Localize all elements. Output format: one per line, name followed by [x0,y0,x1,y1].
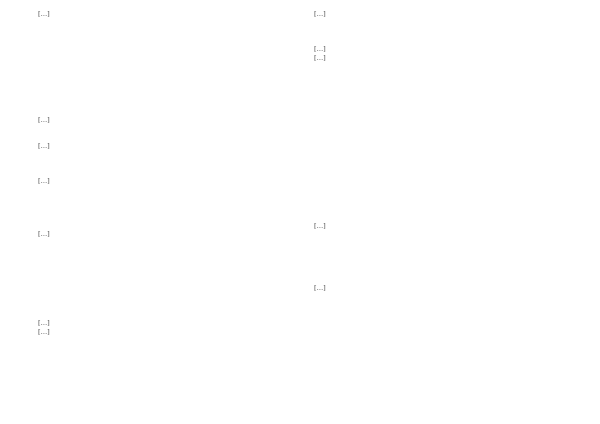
paragraph: […] [38,116,50,124]
paragraph: […] [314,54,326,62]
paragraph: […] [314,284,326,292]
paragraph: […] [38,177,50,185]
paragraph: […] [314,222,326,230]
paragraph: […] [314,10,326,18]
left-page [38,10,274,408]
paragraph: […] [38,10,50,18]
right-page [314,10,550,408]
paragraph: […] [314,45,326,53]
paragraph: […] [38,319,50,327]
paragraph: […] [38,328,50,336]
paragraph: […] [38,142,50,150]
paragraph: […] [38,230,50,238]
